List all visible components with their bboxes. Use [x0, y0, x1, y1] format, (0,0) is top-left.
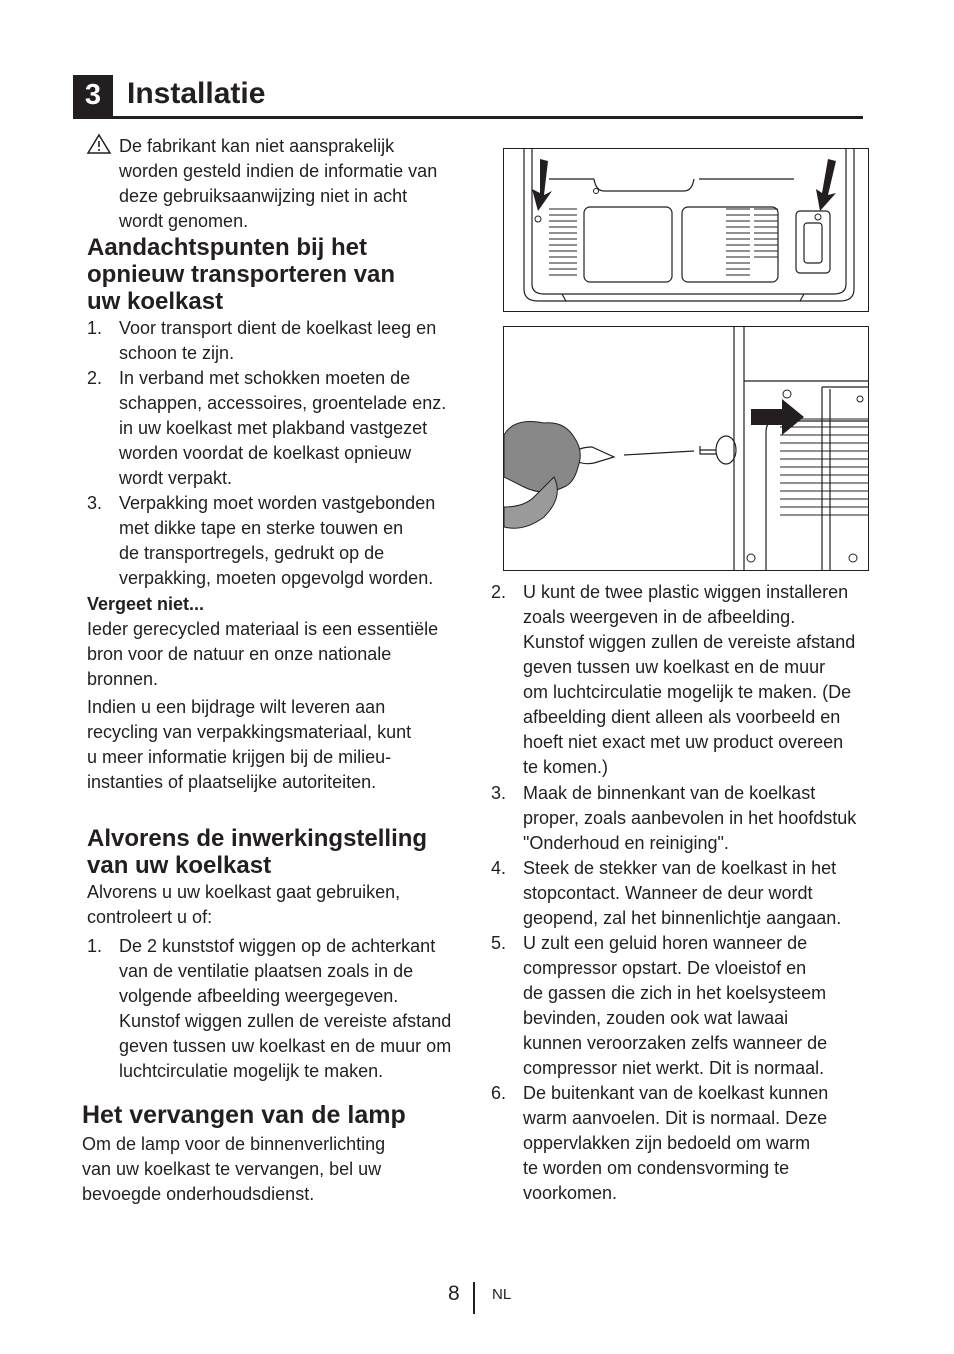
language-code: NL: [492, 1286, 512, 1303]
lamp-text: Om de lamp voor de binnenverlichting van uw koelkast te vervangen, bel uw bevoegde onderhoudsdienst.: [82, 1134, 386, 1204]
section-number: 3: [73, 75, 113, 116]
figure-wedge-install: [503, 326, 869, 571]
before-use-heading: Alvorens de inwerkingstelling van uw koelkast: [87, 825, 428, 879]
page-title: Installatie: [127, 77, 266, 110]
warning-text: De fabrikant kan niet aansprakelijk worden gesteld indien de informatie van deze gebruiksaanwijzing niet in acht wordt genomen.: [119, 136, 438, 231]
transport-heading: Aandachtspunten bij het opnieuw transporteren van uw koelkast: [87, 234, 396, 315]
warning-icon: [86, 133, 112, 155]
before-use-intro: Alvorens u uw koelkast gaat gebruiken, controleert u of:: [87, 882, 401, 927]
footer-divider: [473, 1282, 475, 1314]
page-number: 8: [448, 1282, 460, 1305]
lamp-heading: Het vervangen van de lamp: [82, 1101, 406, 1129]
note-paragraph: Indien u een bijdrage wilt leveren aan recycling van verpakkingsmateriaal, kunt u meer informatie krijgen bij de milieu- instanties of plaatselijke autoriteiten.: [87, 697, 412, 792]
figure-fridge-back: [503, 148, 869, 312]
note-paragraph: Ieder gerecycled materiaal is een essentiële bron voor de natuur en onze nationale bronnen.: [87, 619, 439, 689]
title-rule: [73, 116, 863, 119]
note-heading: Vergeet niet...: [87, 594, 205, 614]
